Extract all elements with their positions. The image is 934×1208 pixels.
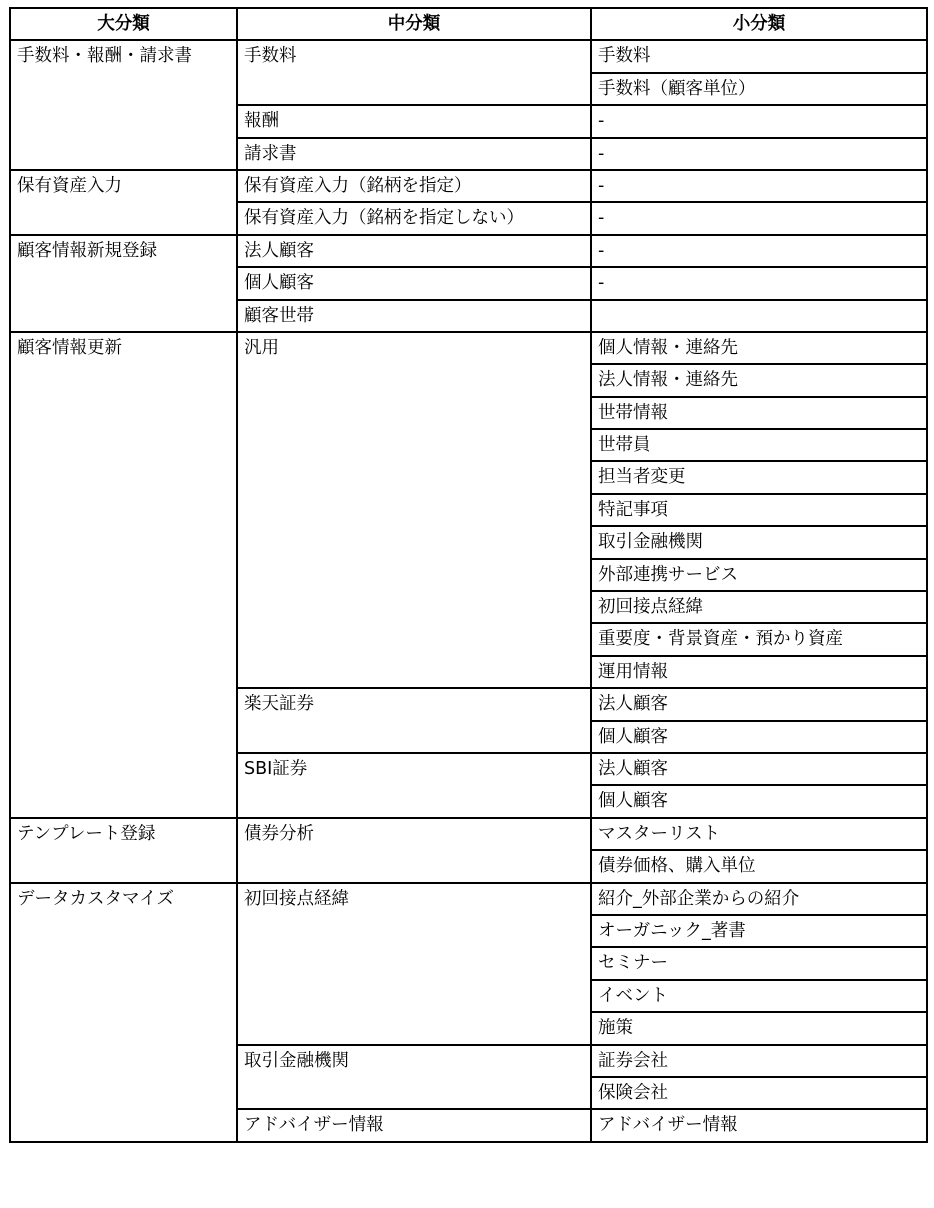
middle-category-cell: 個人顧客 bbox=[237, 267, 591, 299]
header-minor: 小分類 bbox=[591, 8, 927, 40]
middle-category-cell: 顧客世帯 bbox=[237, 300, 591, 332]
minor-category-cell: - bbox=[591, 105, 927, 137]
header-major: 大分類 bbox=[10, 8, 237, 40]
middle-category-cell: 取引金融機関 bbox=[237, 1045, 591, 1110]
minor-category-cell: 債券価格、購入単位 bbox=[591, 850, 927, 882]
minor-category-cell: オーガニック_著書 bbox=[591, 915, 927, 947]
minor-category-cell: アドバイザー情報 bbox=[591, 1109, 927, 1141]
minor-category-cell: - bbox=[591, 235, 927, 267]
minor-category-cell: 特記事項 bbox=[591, 494, 927, 526]
minor-category-cell: - bbox=[591, 202, 927, 234]
minor-category-cell: イベント bbox=[591, 980, 927, 1012]
header-middle: 中分類 bbox=[237, 8, 591, 40]
category-table bbox=[9, 7, 928, 1143]
minor-category-cell: 法人顧客 bbox=[591, 688, 927, 720]
table-row bbox=[10, 818, 927, 850]
minor-category-cell: - bbox=[591, 267, 927, 299]
minor-category-cell: 運用情報 bbox=[591, 656, 927, 688]
minor-category-cell: 担当者変更 bbox=[591, 461, 927, 493]
middle-category-cell: 報酬 bbox=[237, 105, 591, 137]
minor-category-cell: 取引金融機関 bbox=[591, 526, 927, 558]
middle-category-cell: アドバイザー情報 bbox=[237, 1109, 591, 1141]
minor-category-cell: セミナー bbox=[591, 947, 927, 979]
table-row bbox=[10, 332, 927, 364]
minor-category-cell: 法人情報・連絡先 bbox=[591, 364, 927, 396]
middle-category-cell: 汎用 bbox=[237, 332, 591, 688]
major-category-cell: テンプレート登録 bbox=[10, 818, 237, 883]
minor-category-cell: 個人顧客 bbox=[591, 785, 927, 817]
minor-category-cell: マスターリスト bbox=[591, 818, 927, 850]
middle-category-cell: 楽天証券 bbox=[237, 688, 591, 753]
minor-category-cell: 施策 bbox=[591, 1012, 927, 1044]
minor-category-cell: 個人顧客 bbox=[591, 721, 927, 753]
minor-category-cell: 手数料 bbox=[591, 40, 927, 72]
minor-category-cell: - bbox=[591, 170, 927, 202]
middle-category-cell: 請求書 bbox=[237, 138, 591, 170]
minor-category-cell: 世帯員 bbox=[591, 429, 927, 461]
table-row bbox=[10, 235, 927, 267]
major-category-cell: データカスタマイズ bbox=[10, 883, 237, 1142]
major-category-cell: 顧客情報更新 bbox=[10, 332, 237, 818]
table-row bbox=[10, 40, 927, 72]
major-category-cell: 顧客情報新規登録 bbox=[10, 235, 237, 332]
middle-category-cell: 初回接点経緯 bbox=[237, 883, 591, 1045]
minor-category-cell: - bbox=[591, 138, 927, 170]
minor-category-cell bbox=[591, 300, 927, 332]
minor-category-cell: 個人情報・連絡先 bbox=[591, 332, 927, 364]
table-body bbox=[10, 40, 927, 1141]
major-category-cell: 手数料・報酬・請求書 bbox=[10, 40, 237, 170]
minor-category-cell: 紹介_外部企業からの紹介 bbox=[591, 883, 927, 915]
minor-category-cell: 法人顧客 bbox=[591, 753, 927, 785]
middle-category-cell: 保有資産入力（銘柄を指定） bbox=[237, 170, 591, 202]
table-row bbox=[10, 170, 927, 202]
minor-category-cell: 外部連携サービス bbox=[591, 559, 927, 591]
header-row bbox=[10, 8, 927, 40]
middle-category-cell: 債券分析 bbox=[237, 818, 591, 883]
minor-category-cell: 重要度・背景資産・預かり資産 bbox=[591, 623, 927, 655]
middle-category-cell: 法人顧客 bbox=[237, 235, 591, 267]
minor-category-cell: 証券会社 bbox=[591, 1045, 927, 1077]
major-category-cell: 保有資産入力 bbox=[10, 170, 237, 235]
middle-category-cell: 手数料 bbox=[237, 40, 591, 105]
minor-category-cell: 保険会社 bbox=[591, 1077, 927, 1109]
table-row bbox=[10, 883, 927, 915]
minor-category-cell: 世帯情報 bbox=[591, 397, 927, 429]
minor-category-cell: 手数料（顧客単位） bbox=[591, 73, 927, 105]
middle-category-cell: 保有資産入力（銘柄を指定しない） bbox=[237, 202, 591, 234]
middle-category-cell: SBI証券 bbox=[237, 753, 591, 818]
minor-category-cell: 初回接点経緯 bbox=[591, 591, 927, 623]
